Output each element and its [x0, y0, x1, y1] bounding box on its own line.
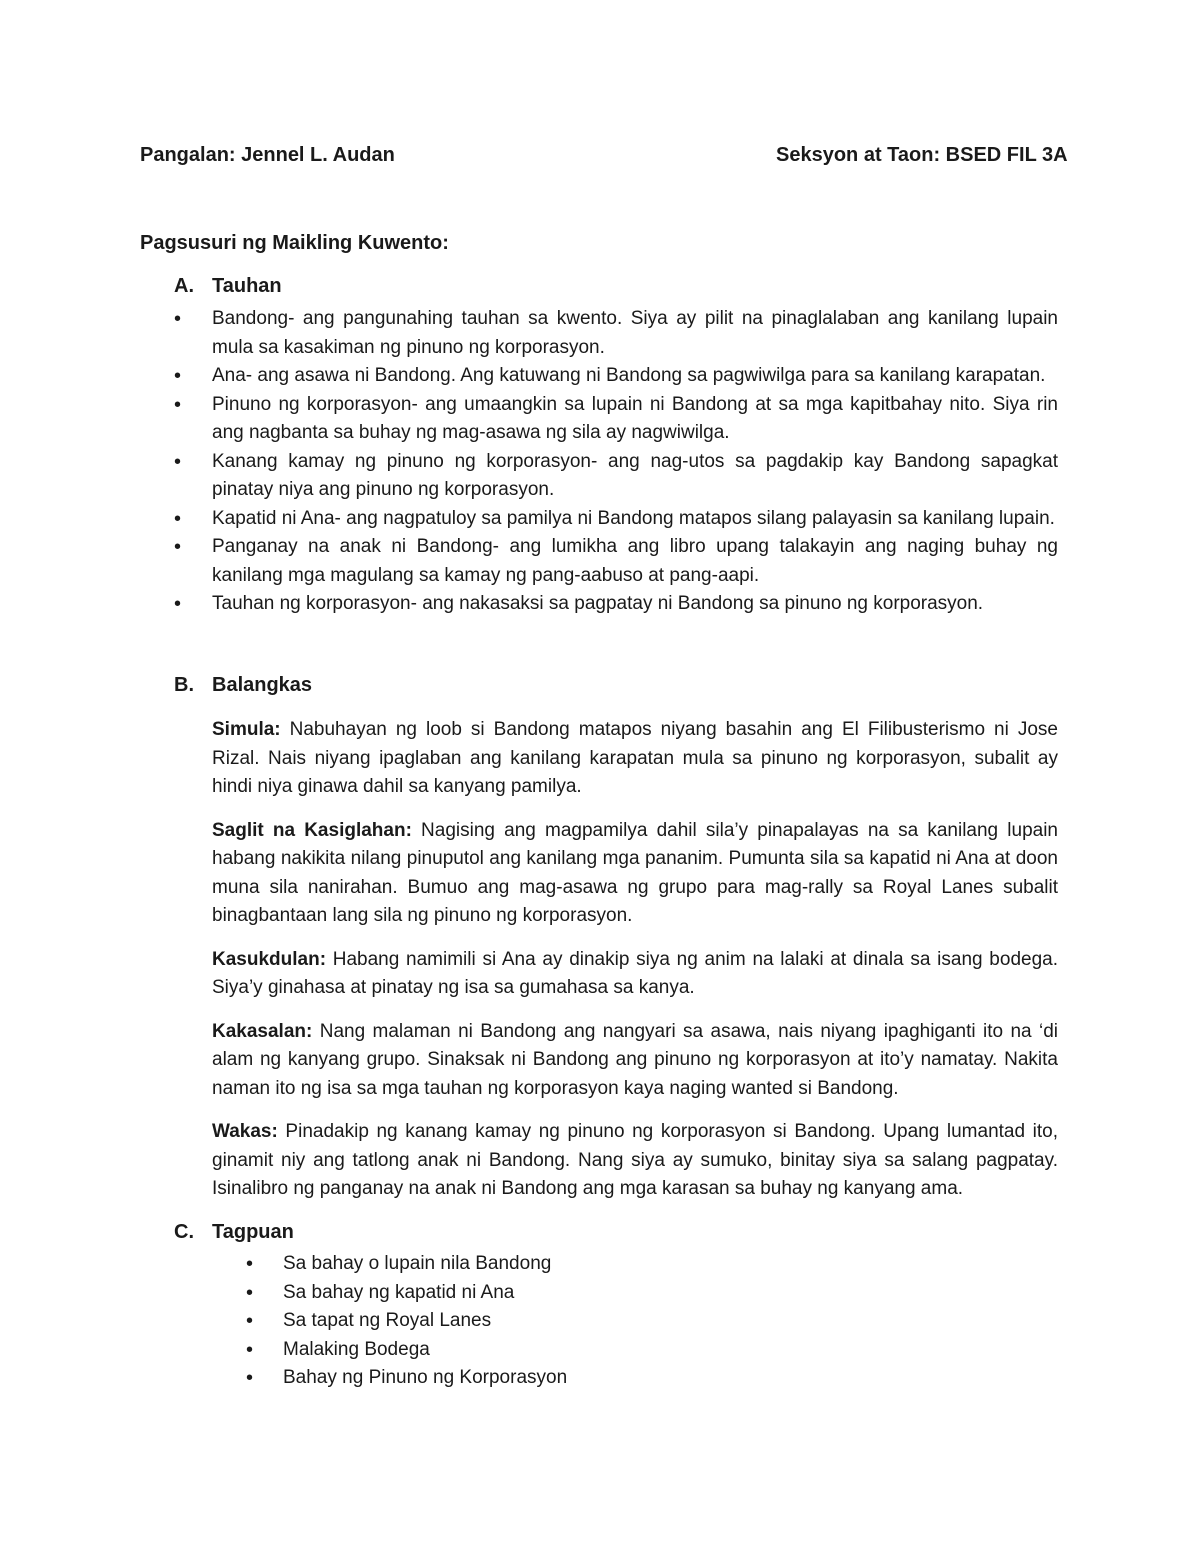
- plot-label: Simula:: [212, 719, 281, 740]
- list-item: • Kapatid ni Ana- ang nagpatuloy sa pamilya ni Bandong matapos silang palayasin sa kanilang lupain.: [174, 505, 1058, 534]
- list-item: • Ana- ang asawa ni Bandong. Ang katuwang ni Bandong sa pagwiwilga para sa kanilang karapatan.: [174, 362, 1058, 391]
- document-title: Pagsusuri ng Maikling Kuwento:: [140, 232, 449, 254]
- list-item: • Bahay ng Pinuno ng Korporasyon: [246, 1364, 567, 1393]
- section-b-heading: [174, 674, 312, 697]
- list-item: • Pinuno ng korporasyon- ang umaangkin sa lupain ni Bandong at sa mga kapitbahay nito. Siya rin ang nagbanta sa buhay ng mag-asawa ng sila ay nagwiwilga.: [174, 391, 1058, 448]
- plot-part-simula: [212, 716, 1058, 802]
- plot-text: Nang malaman ni Bandong ang nangyari sa asawa, nais niyang ipaghiganti ito na ‘di alam ng kanyang grupo. Sinaksak ni Bandong ang pinuno ng korporasyon at ito’y namatay. Nakita naman ito ng isa sa mga tauhan ng korporasyon kaya naging wanted si Bandong.: [212, 1020, 1058, 1099]
- plot-label: Wakas:: [212, 1121, 278, 1142]
- plot-part-saglit: [212, 817, 1058, 931]
- plot-part-kakasalan: [212, 1018, 1058, 1104]
- settings-list: [246, 1250, 567, 1393]
- section-c-heading: [174, 1221, 294, 1244]
- list-item: • Sa bahay o lupain nila Bandong: [246, 1250, 567, 1279]
- list-item: • Kanang kamay ng pinuno ng korporasyon- ang nag-utos sa pagdakip kay Bandong sapagkat pinatay niya ang pinuno ng korporasyon.: [174, 448, 1058, 505]
- section-b-title: Balangkas: [212, 674, 313, 696]
- section-c-letter: C.: [174, 1221, 194, 1243]
- list-item: • Bandong- ang pangunahing tauhan sa kwento. Siya ay pilit na pinaglalaban ang kanilang lupain mula sa kasakiman ng pinuno ng korporasyon.: [174, 305, 1058, 362]
- section-a-title: Tauhan: [212, 275, 282, 297]
- plot-label: Saglit na Kasiglahan:: [212, 819, 412, 841]
- plot-text: Nagising ang magpamilya dahil sila’y pinapalayas na sa kanilang lupain habang nakikita nilang pinuputol ang kanilang mga pananim. Pumunta sila sa kapatid ni Ana at doon muna sila nanirahan. Bumuo ang mag-asawa ng grupo para mag-rally sa Royal Lanes subalit binagbantaan lang sila ng pinuno ng korporasyon.: [212, 819, 1058, 926]
- characters-list: [174, 305, 1058, 619]
- plot-outline: [212, 716, 1058, 1219]
- plot-part-wakas: [212, 1118, 1058, 1204]
- plot-part-kasukdulan: [212, 946, 1058, 1003]
- list-item: • Sa bahay ng kapatid ni Ana: [246, 1279, 567, 1308]
- section-year: Seksyon at Taon: BSED FIL 3A: [776, 144, 1068, 166]
- section-a-heading: [174, 275, 282, 298]
- plot-text: Nabuhayan ng loob si Bandong matapos niyang basahin ang El Filibusterismo ni Jose Rizal. Nais niyang ipaglaban ang kanilang karapatan mula sa pinuno ng korporasyon, subalit ay hindi niya ginawa dahil sa kanyang pamilya.: [212, 719, 1058, 797]
- list-item: • Malaking Bodega: [246, 1336, 567, 1365]
- section-c-title: Tagpuan: [212, 1221, 294, 1243]
- list-item: • Tauhan ng korporasyon- ang nakasaksi sa pagpatay ni Bandong sa pinuno ng korporasyon.: [174, 590, 1058, 619]
- plot-label: Kakasalan:: [212, 1020, 313, 1042]
- section-b-letter: B.: [174, 674, 194, 696]
- plot-label: Kasukdulan:: [212, 948, 327, 970]
- list-item: • Panganay na anak ni Bandong- ang lumikha ang libro upang talakayin ang naging buhay ng kanilang mga magulang sa kamay ng pang-aabuso at pang-aapi.: [174, 533, 1058, 590]
- student-name: Pangalan: Jennel L. Audan: [140, 144, 395, 166]
- list-item: • Sa tapat ng Royal Lanes: [246, 1307, 567, 1336]
- plot-text: Habang namimili si Ana ay dinakip siya ng anim na lalaki at dinala sa isang bodega. Siya’y ginahasa at pinatay ng isa sa gumahasa sa kanya.: [212, 948, 1058, 998]
- plot-text: Pinadakip ng kanang kamay ng pinuno ng korporasyon si Bandong. Upang lumantad ito, ginamit niy ang tatlong anak ni Bandong. Nang siya ay sumuko, binitay siya sa salang pagpatay. Isinalibro ng panganay na anak ni Bandong ang mga karasan sa buhay ng kanyang ama.: [212, 1121, 1058, 1199]
- section-a-letter: A.: [174, 275, 194, 297]
